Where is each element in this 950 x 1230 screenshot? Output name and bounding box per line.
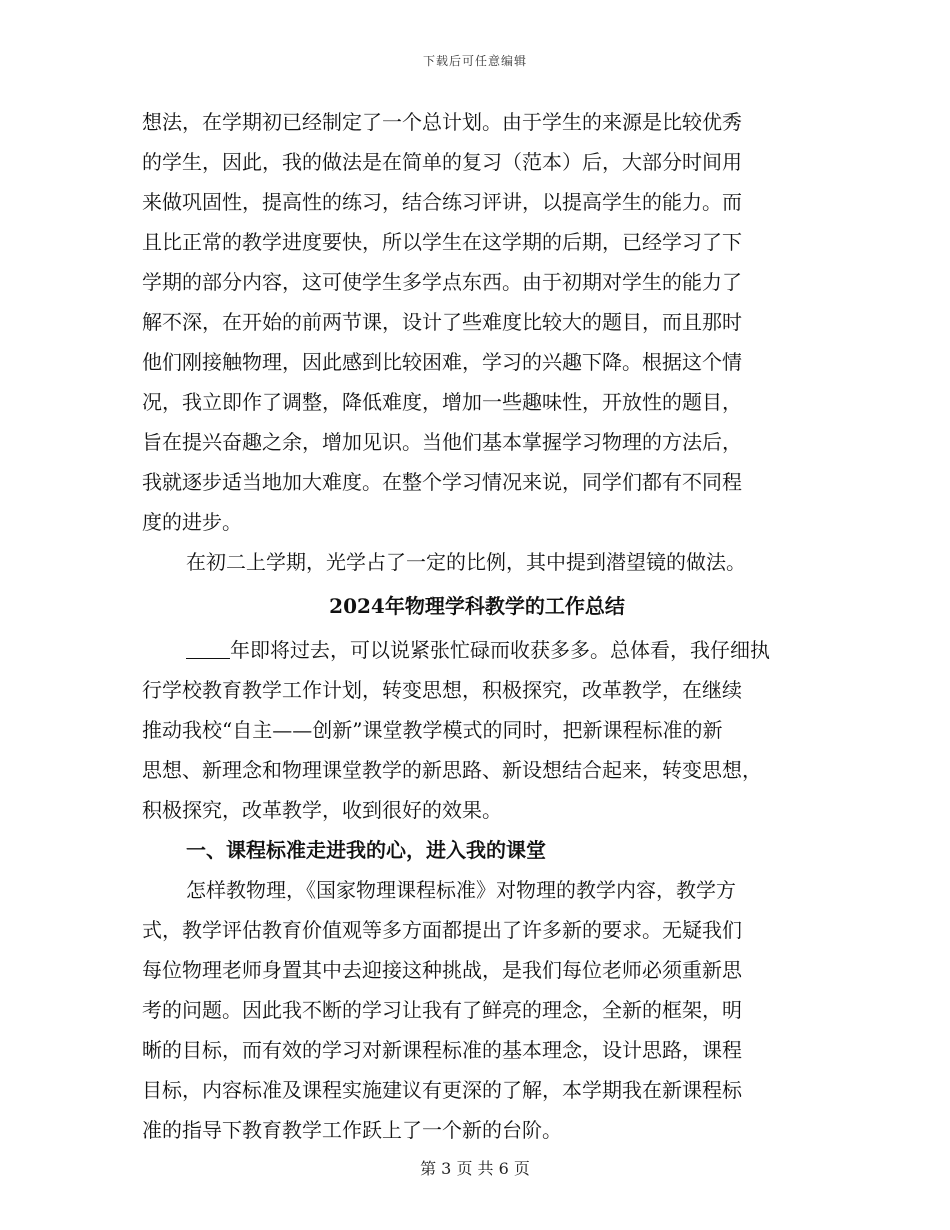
intro-paragraph [142, 630, 812, 830]
paragraph-line: 来做巩固性，提高性的练习，结合练习评讲，以提高学生的能力。而 [142, 190, 742, 214]
paragraph-line: 思想、新理念和物理课堂教学的新思路、新设想结合起来，转变思想， [142, 758, 762, 782]
paragraph-line: 学期的部分内容，这可使学生多学点东西。由于初期对学生的能力了 [142, 270, 742, 294]
paragraph-line: 推动我校“自主——创新”课堂教学模式的同时，把新课程标准的新 [142, 718, 723, 742]
paragraph-line: 晰的目标，而有效的学习对新课程标准的基本理念，设计思路，课程 [142, 1038, 742, 1062]
paragraph-first-line [142, 630, 812, 670]
paragraph-line: 况，我立即作了调整，降低难度，增加一些趣味性，开放性的题目， [142, 390, 742, 414]
paragraph-line: 目标，内容标准及课程实施建议有更深的了解，本学期我在新课程标 [142, 1078, 742, 1102]
paragraph-line: 积极探究，改革教学，收到很好的效果。 [142, 798, 502, 822]
paragraph-line: 想法，在学期初已经制定了一个总计划。由于学生的来源是比较优秀 [142, 110, 742, 134]
paragraph-line: 准的指导下教育教学工作跃上了一个新的台阶。 [142, 1118, 562, 1142]
paragraph-line: 度的进步。 [142, 510, 242, 534]
paragraph-first-line: 怎样教物理，《国家物理课程标准》对物理的教学内容，教学方 [186, 878, 736, 902]
section-heading: 一、课程标准走进我的心，进入我的课堂 [186, 838, 546, 862]
page-number-footer: 第 3 页 共 6 页 [420, 1159, 530, 1178]
paragraph-line: 的学生，因此，我的做法是在简单的复习（范本）后，大部分时间用 [142, 150, 742, 174]
fill-in-blank [186, 636, 230, 659]
paragraph-line: 他们刚接触物理，因此感到比较困难，学习的兴趣下降。根据这个情 [142, 350, 742, 374]
paragraph-line: 每位物理老师身置其中去迎接这种挑战，是我们每位老师必须重新思 [142, 958, 742, 982]
paragraph-line: 解不深，在开始的前两节课，设计了些难度比较大的题目，而且那时 [142, 310, 742, 334]
paragraph-line: 式，教学评估教育价值观等多方面都提出了许多新的要求。无疑我们 [142, 918, 742, 942]
header-note: 下载后可任意编辑 [422, 54, 527, 68]
paragraph-line: 行学校教育教学工作计划，转变思想，积极探究，改革教学，在继续 [142, 678, 742, 702]
body-paragraph [142, 870, 812, 1150]
paragraph-line: 且比正常的教学进度要快，所以学生在这学期的后期，已经学习了下 [142, 230, 742, 254]
document-body [142, 102, 812, 1150]
optics-paragraph: 在初二上学期，光学占了一定的比例，其中提到潜望镜的做法。 [186, 550, 746, 574]
paragraph-line: 我就逐步适当地加大难度。在整个学习情况来说，同学们都有不同程 [142, 470, 742, 494]
continued-paragraph [142, 102, 812, 542]
paragraph-line: 旨在提兴奋趣之余，增加见识。当他们基本掌握学习物理的方法后， [142, 430, 742, 454]
paragraph-line: 考的问题。因此我不断的学习让我有了鲜亮的理念，全新的框架，明 [142, 998, 742, 1022]
paragraph-line-text: 年即将过去，可以说紧张忙碌而收获多多。总体看，我仔细执 [230, 638, 770, 662]
section-title: 2024年物理学科教学的工作总结 [329, 594, 625, 618]
